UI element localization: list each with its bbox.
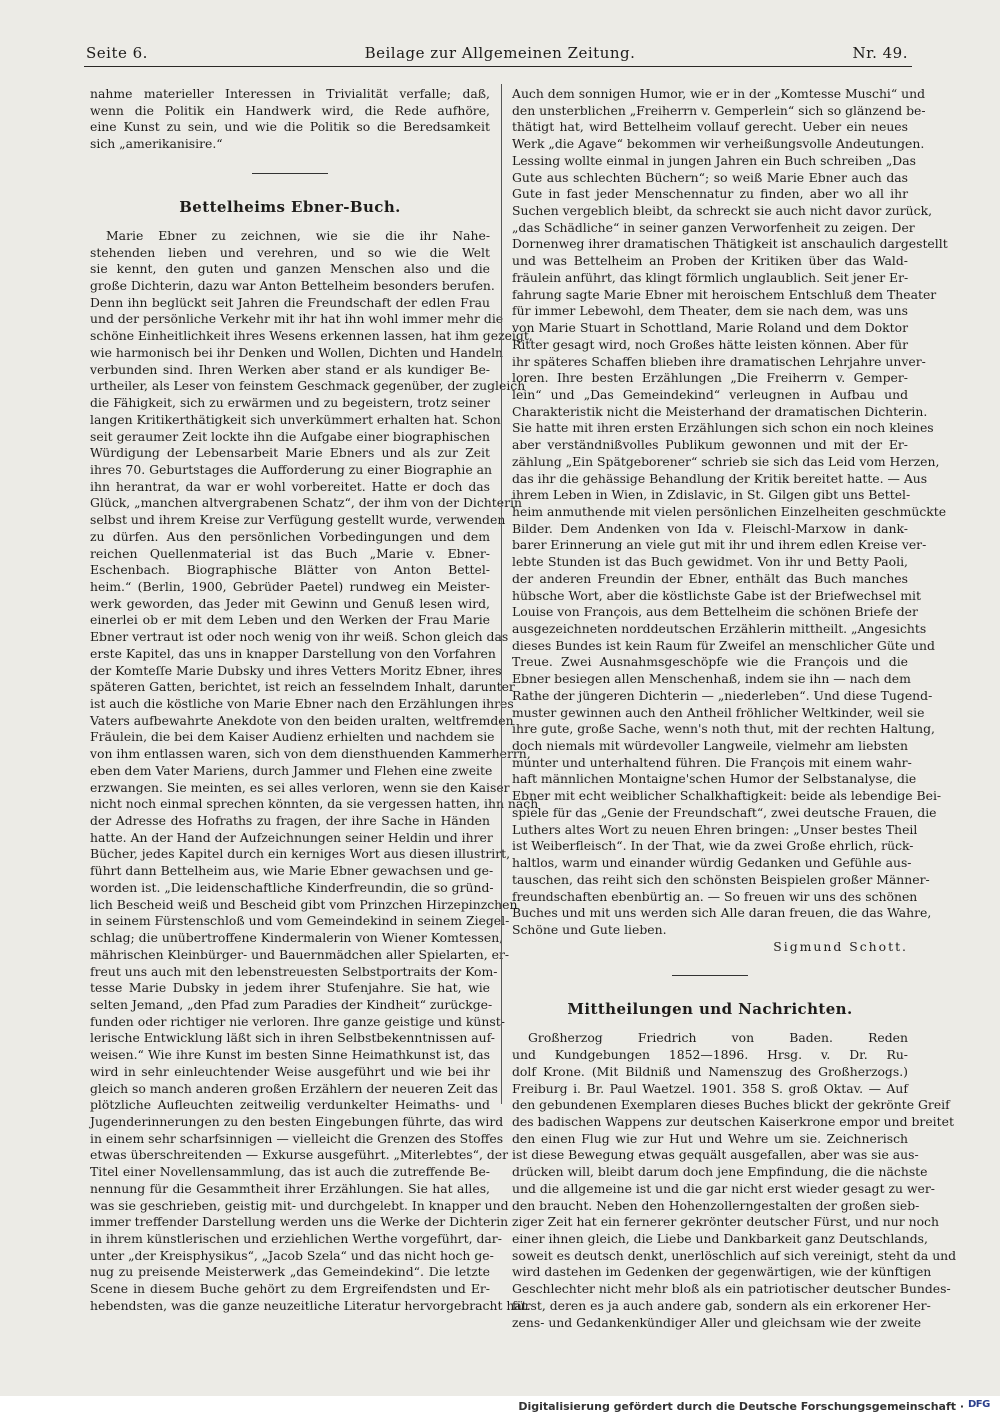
text-line: nicht noch einmal sprechen könnten, da sie vergessen hatten, ihn nach [90, 796, 539, 812]
text-line: sie kennt, den guten und ganzen Menschen also und die [90, 261, 490, 277]
text-line: drücken will, bleibt darum doch jene Empfindung, die die nächste [512, 1164, 928, 1180]
text-line: wenn die Politik ein Handwerk wird, die Rede aufhöre, [90, 102, 490, 118]
text-line: Rathe der jüngeren Dichterin — „niederleben“. Und diese Tugend- [512, 687, 933, 703]
text-line: Jugenderinnerungen zu den besten Eingebungen führte, das wird [90, 1113, 504, 1129]
text-line: lich Bescheid weiß und Bescheid gibt vom Prinzchen Hirzepinzchen [90, 896, 518, 912]
text-line: funden oder richtiger nie verloren. Ihre ganze geistige und künst- [90, 1013, 505, 1029]
text-line: werk geworden, das Jeder mit Gewinn und Genuß lesen wird, [90, 595, 490, 611]
text-line: Bilder. Dem Andenken von Ida v. Fleischl-Marxow in dank- [512, 520, 908, 536]
text-line: einerlei ob er mit dem Leben und den Werken der Frau Marie [90, 612, 490, 628]
text-line: Charakteristik nicht die Meisterhand der dramatischen Dichterin. [512, 403, 928, 419]
news-body [512, 1030, 957, 1331]
text-line: was sie geschrieben, geistig mit- und durchgelebt. In knapper und [90, 1197, 509, 1213]
text-line: den unsterblichen „Freiherrn v. Gemperlein“ sich so glänzend be- [512, 102, 926, 118]
text-line: Eschenbach. Biographische Blätter von Anton Bettel- [90, 562, 490, 578]
text-line: Ritter gesagt wird, noch Großes hätte leisten können. Aber für [512, 336, 908, 352]
text-line: ihn herantrat, da war er wohl vorbereitet. Hatte er doch das [90, 478, 490, 494]
text-line: Sie hatte mit ihren ersten Erzählungen sich schon ein noch kleines [512, 420, 934, 436]
text-line: gleich so manch anderen großen Erzählern der neueren Zeit das [90, 1080, 498, 1096]
text-line: große Dichterin, dazu war Anton Bettelheim besonders berufen. [90, 278, 495, 294]
text-line: unter „der Kreisphysikus“, „Jacob Szela“ und das nicht hoch ge- [90, 1247, 494, 1263]
text-line: der Komteſſe Marie Dubsky und ihres Vetters Moritz Ebner, ihres [90, 662, 502, 678]
header-rule [84, 66, 912, 67]
text-line: Gute aus schlechten Büchern“; so weiß Marie Ebner auch das [512, 169, 908, 185]
text-line: lein“ und „Das Gemeindekind“ verleugnen in Aufbau und [512, 386, 908, 402]
text-line: und Kundgebungen 1852—1896. Hrsg. v. Dr. Ru- [512, 1047, 908, 1063]
column-divider [501, 84, 502, 1104]
text-line: von ihm entlassen waren, sich von dem diensthuenden Kammerherrn, [90, 746, 531, 762]
text-line: lebte Stunden ist das Buch gewidmet. Von ihr und Betty Paoli, [512, 554, 908, 570]
text-line: Ebner vertraut ist oder noch wenig von ihr weiß. Schon gleich das [90, 629, 509, 645]
text-line: Fräulein, die bei dem Kaiser Audienz erhielten und nachdem sie [90, 729, 495, 745]
text-line: weisen.“ Wie ihre Kunst im besten Sinne Heimathkunst ist, das [90, 1047, 490, 1063]
text-line: haltlos, warm und einander würdig Gedanken und Gefühle aus- [512, 855, 912, 871]
text-line: in seinem Fürstenschloß und vom Gemeindekind in seinem Ziegel- [90, 913, 510, 929]
text-line: doch niemals mit würdevoller Langweile, vielmehr am liebsten [512, 738, 908, 754]
text-line: und der persönliche Verkehr mit ihr hat ihn wohl immer mehr die [90, 311, 504, 327]
text-line: das ihr die gehässige Behandlung der Kritik bereitet hatte. — Aus [512, 470, 928, 486]
text-line: Würdigung der Lebensarbeit Marie Ebners und als zur Zeit [90, 445, 490, 461]
text-line: „das Schädliche“ in seiner ganzen Verworfenheit zu zeigen. Der [512, 219, 915, 235]
text-line: des badischen Wappens zur deutschen Kaiserkrone empor und breitet [512, 1113, 954, 1129]
section-divider [252, 173, 328, 174]
text-line: freut uns auch mit den lebenstreuesten Selbstportraits der Kom- [90, 963, 498, 979]
text-line: Ebner mit echt weiblicher Schalkhaftigkeit: beide als lebendige Bei- [512, 788, 942, 804]
text-line: Schöne und Gute lieben. [512, 921, 667, 937]
text-line: zu dürfen. Aus den persönlichen Vorbedingungen und dem [90, 528, 490, 544]
text-line: Dornenweg ihrer dramatischen Thätigkeit ist anschaulich dargestellt [512, 236, 948, 252]
text-line: ist diese Bewegung etwas gequält ausgefallen, aber was sie aus- [512, 1147, 919, 1163]
article-heading: Bettelheims Ebner-Buch. [179, 197, 401, 216]
text-line: Marie Ebner zu zeichnen, wie sie die ihr Nahe- [106, 227, 490, 243]
text-line: barer Erinnerung an viele gut mit ihr und ihrem edlen Kreise ver- [512, 537, 927, 553]
text-line: und die allgemeine ist und die gar nicht erst wieder gesagt zu wer- [512, 1180, 935, 1196]
text-line: wird in sehr einleuchtender Weise ausgeführt und wie bei ihr [90, 1063, 490, 1079]
text-line: munter und unterhaltend führen. Die François mit einem wahr- [512, 754, 912, 770]
text-line: für immer Lebewohl, dem Theater, dem sie nach dem, was uns [512, 303, 908, 319]
text-line: schlag; die unübertroffene Kindermalerin von Wiener Komtessen, [90, 930, 504, 946]
text-line: Lessing wollte einmal in jungen Jahren ein Buch schreiben „Das [512, 152, 916, 168]
text-line: heim anmuthende mit vielen persönlichen Einzelheiten geschmückte [512, 503, 947, 519]
text-line: ihre gute, große Sache, wenn's noth thut, mit der rechten Haltung, [512, 721, 935, 737]
text-line: spiele für das „Genie der Freundschaft“, zwei deutsche Frauen, die [512, 804, 937, 820]
text-line: Glück, „manchen altvergrabenen Schatz“, der ihm von der Dichterin [90, 495, 522, 511]
text-line: Freiburg i. Br. Paul Waetzel. 1901. 358 S. groß Oktav. — Auf [512, 1080, 908, 1096]
text-line: der anderen Freundin der Ebner, enthält das Buch manches [512, 570, 908, 586]
article-body [90, 227, 539, 1315]
text-line: die Fähigkeit, sich zu erwärmen und zu begeistern, trotz seiner [90, 395, 490, 411]
text-line: selbst und ihrem Kreise zur Verfügung gestellt wurde, verwenden [90, 512, 506, 528]
text-line: Denn ihn beglückt seit Jahren die Freundschaft der edlen Frau [90, 294, 490, 310]
text-line: mährischen Kleinbürger- und Bauernmädchen aller Spielarten, er- [90, 946, 510, 962]
text-line: immer treffender Darstellung werden uns die Werke der Dichterin [90, 1214, 509, 1230]
text-line: eine Kunst zu sein, und wie die Politik so die Beredsamkeit [90, 119, 490, 135]
text-line: fräulein anführt, das klingt förmlich unglaublich. Seit jener Er- [512, 269, 909, 285]
text-line: späteren Gatten, berichtet, ist reich an fesselndem Inhalt, darunter [90, 679, 515, 695]
text-line: Scene in diesem Buche gehört zu dem Ergreifendsten und Er- [90, 1281, 490, 1297]
text-line: ausgezeichneten norddeutschen Erzählerin mittheilt. „Angesichts [512, 621, 927, 636]
text-line: stehenden lieben und verehren, und so wie die Welt [90, 244, 490, 260]
section-divider [672, 975, 748, 976]
text-line: freundschaften ebenbürtig an. — So freuen wir uns des schönen [512, 888, 918, 904]
text-line: haft männlichen Montaigne'schen Humor der Selbstanalyse, die [512, 771, 917, 787]
text-line: ihres 70. Geburtstages die Aufforderung zu einer Biographie an [90, 461, 492, 477]
page-number: Seite 6. [86, 44, 148, 62]
text-line: tauschen, das reiht sich den schönsten Beispielen großer Männer- [512, 871, 930, 887]
text-line: den gebundenen Exemplaren dieses Buches blickt der gekrönte Greif [512, 1097, 950, 1113]
text-line: hebendsten, was die ganze neuzeitliche Literatur hervorgebracht hat. [90, 1297, 531, 1313]
text-line: verbunden sind. Ihren Werken aber stand er als kundiger Be- [90, 361, 490, 377]
text-line: einer ihnen gleich, die Liebe und Dankbarkeit ganz Deutschlands, [512, 1231, 928, 1246]
text-line: und was Bettelheim an Proben der Kritiken über das Wald- [512, 253, 908, 269]
text-line: etwas überschreitenden — Exkurse ausgeführt. „Miterlebtes“, der [90, 1147, 509, 1163]
text-line: Treue. Zwei Ausnahmsgeschöpfe wie die François und die [512, 654, 908, 670]
text-line: ihr späteres Schaffen blieben ihre dramatischen Lehrjahre unver- [512, 353, 926, 369]
text-line: lerische Entwicklung läßt sich in ihren Selbstbekenntnissen auf- [90, 1030, 495, 1046]
text-line: Gute in fast jeder Menschennatur zu finden, aber wo all ihr [512, 186, 908, 202]
text-line: worden ist. „Die leidenschaftliche Kinderfreundin, die so gründ- [90, 879, 494, 895]
text-line: Werk „die Agave“ bekommen wir verheißungsvolle Andeutungen. [512, 136, 925, 152]
text-line: dolf Krone. (Mit Bildniß und Namenszug des Großherzogs.) [512, 1063, 908, 1079]
text-line: langen Kritikerthätigkeit sich unverkümmert erhalten hat. Schon [90, 411, 501, 427]
text-line: den einen Flug wie zur Hut und Wehre um sie. Zeichnerisch [512, 1130, 908, 1146]
text-line: hatte. An der Hand der Aufzeichnungen seiner Heldin und ihrer [90, 829, 493, 845]
text-line: aber verständnißvolles Publikum gewonnen und mit der Er- [512, 437, 908, 453]
text-line: loren. Ihre besten Erzählungen „Die Freiherrn v. Gemper- [512, 370, 908, 386]
issue-number: Nr. 49. [852, 44, 908, 62]
text-line: Großherzog Friedrich von Baden. Reden [528, 1030, 908, 1046]
text-line: plötzliche Aufleuchten zeitweilig verdunkelter Heimaths- und [90, 1097, 490, 1113]
text-line: soweit es deutsch denkt, unerlöschlich auf sich vereinigt, steht da und [512, 1247, 957, 1263]
text-line: in einem sehr scharfsinnigen — vielleicht die Grenzen des Stoffes [90, 1130, 504, 1146]
text-line: thätigt hat, wird Bettelheim vollauf gerecht. Ueber ein neues [512, 119, 908, 135]
text-line: nennung für die Gesammtheit ihrer Erzählungen. Sie hat alles, [90, 1180, 490, 1196]
text-line: seit geraumer Zeit lockte ihn die Aufgabe einer biographischen [90, 428, 490, 444]
text-line: ist auch die köstliche von Marie Ebner nach den Erzählungen ihres [90, 696, 514, 711]
text-line: in ihrem künstlerischen und erziehlichen Werthe vorgeführt, dar- [90, 1231, 502, 1246]
text-line: wird dastehen im Gedenken der gegenwärtigen, wie der künftigen [512, 1264, 932, 1280]
text-line: tesse Marie Dubsky in jedem ihrer Stufenjahre. Sie hat, wie [90, 980, 490, 996]
text-line: Bücher, jedes Kapitel durch ein kerniges Wort aus diesen illustrirt, [90, 846, 511, 862]
text-line: urtheiler, als Leser von feinstem Geschmack gegenüber, der zugleich [90, 378, 526, 394]
left-column [90, 86, 539, 1315]
text-line: reichen Quellenmaterial ist das Buch „Marie v. Ebner- [90, 545, 490, 561]
text-line: führt dann Bettelheim aus, wie Marie Ebner gewachsen und ge- [90, 863, 494, 879]
funding-credit: Digitalisierung gefördert durch die Deutsche Forschungsgemeinschaft · [518, 1400, 964, 1413]
text-line: erste Kapitel, das uns in knapper Darstellung von den Vorfahren [90, 645, 496, 661]
text-line: fahrung sagte Marie Ebner mit heroischem Entschluß dem Theater [512, 286, 937, 302]
text-line: erzwangen. Sie meinten, es sei alles verloren, wenn sie den Kaiser [90, 779, 510, 795]
article-continuation [512, 86, 948, 939]
text-line: zens- und Gedankenkündiger Aller und gleichsam wie der zweite [512, 1314, 922, 1330]
text-line: Vaters aufbewahrte Anekdote von den beiden uralten, weltfremden [90, 712, 514, 728]
text-line: ziger Zeit hat ein fernerer gekrönter deutscher Fürst, und nur noch [512, 1214, 939, 1230]
author-signature: Sigmund Schott. [773, 938, 908, 954]
text-line: Ebner besiegen allen Menschenhaß, indem sie ihn — nach dem [512, 671, 911, 687]
supplement-title: Beilage zur Allgemeinen Zeitung. [364, 44, 636, 62]
text-line: ihrem Leben in Wien, in Zdislavic, in St. Gilgen gibt uns Bettel- [512, 487, 911, 503]
text-line: wie harmonisch bei ihr Denken und Wollen, Dichten und Handeln [90, 344, 504, 360]
text-line: eben dem Vater Mariens, durch Jammer und Flehen eine zweite [90, 762, 493, 778]
intro-paragraph [90, 86, 490, 153]
text-line: heim.“ (Berlin, 1900, Gebrüder Paetel) rundweg ein Meister- [90, 578, 490, 594]
text-line: zählung „Ein Spätgeborener“ schrieb sie sich das Leid vom Herzen, [512, 453, 940, 469]
text-line: Geschlechter nicht mehr bloß als ein patriotischer deutscher Bundes- [512, 1281, 951, 1297]
text-line: Luthers altes Wort zu neuen Ehren bringen: „Unser bestes Theil [512, 821, 918, 837]
text-line: Buches und mit uns werden sich Alle daran freuen, die das Wahre, [512, 905, 932, 921]
text-line: nug zu preisende Meisterwerk „das Gemeindekind“. Die letzte [90, 1264, 490, 1280]
text-line: Suchen vergeblich bleibt, da schreckt sie auch nicht davor zurück, [512, 203, 933, 219]
text-line: Louise von François, aus dem Bettelheim die schönen Briefe der [512, 604, 918, 620]
text-line: von Marie Stuart in Schottland, Marie Roland und dem Doktor [512, 320, 908, 336]
dfg-logo-icon: DFG [968, 1399, 990, 1410]
text-line: ist Weiberfleisch“. In der That, wie da zwei Große ehrlich, rück- [512, 838, 914, 854]
text-line: schöne Einheitlichkeit ihres Wesens erkennen lassen, hat ihm gezeigt, [90, 328, 533, 344]
text-line: den braucht. Neben den Hohenzollerngestalten der großen sieb- [512, 1197, 920, 1213]
text-line: muster gewinnen auch den Antheil fröhlicher Weltkinder, weil sie [512, 704, 925, 720]
text-line: sich „amerikanisire.“ [90, 136, 223, 152]
text-line: fürst, deren es ja auch andere gab, sondern als ein erkorener Her- [512, 1297, 931, 1313]
text-line: Titel einer Novellensammlung, das ist auch die zutreffende Be- [90, 1164, 490, 1180]
text-line: Auch dem sonnigen Humor, wie er in der „Komtesse Muschi“ und [512, 86, 926, 101]
text-line: der Adresse des Hofraths zu fragen, der ihre Sache in Händen [90, 813, 490, 829]
section-heading: Mittheilungen und Nachrichten. [567, 1000, 853, 1019]
text-line: nahme materieller Interessen in Trivialität verfalle; daß, [90, 86, 490, 101]
text-line: hübsche Wort, aber die köstlichste Gabe ist der Briefwechsel mit [512, 587, 921, 603]
right-column [512, 86, 957, 1331]
text-line: dieses Bundes ist kein Raum für Zweifel an menschlicher Güte und [512, 637, 935, 653]
text-line: selten Jemand, „den Pfad zum Paradies der Kindheit“ zurückge- [90, 996, 493, 1012]
